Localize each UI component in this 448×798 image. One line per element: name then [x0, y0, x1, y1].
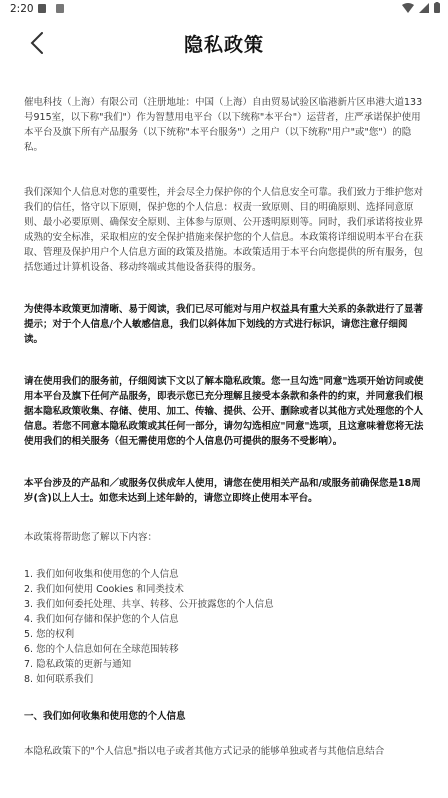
toc-list: [24, 567, 424, 687]
policy-content[interactable]: [24, 95, 424, 759]
intro-paragraph: 催电科技（上海）有限公司（注册地址：中国（上海）自由贸易试验区临港新片区串港大道133号915室，以下称"我们"）作为智慧用电平台（以下统称"本平台"）运营者，庄严承诺保护使用本平台及旗下所有产品服务（以下统称"本平台服务"）之用户（以下统称"用户"或"您"）的隐私。: [24, 97, 423, 153]
toc-item[interactable]: 7. 隐私政策的更新与通知: [24, 659, 132, 670]
section1-paragraph: 本隐私政策下的"个人信息"指以电子或者其他方式记录的能够单独或者与其他信息结合: [24, 746, 385, 757]
wifi-icon: [402, 3, 414, 16]
toc-item[interactable]: 8. 如何联系我们: [24, 674, 94, 685]
notification-icon: [38, 4, 46, 13]
nav-bar: [0, 20, 448, 70]
battery-icon: [434, 2, 440, 16]
principles-paragraph: 我们深知个人信息对您的重要性，并会尽全力保护你的个人信息安全可靠。我们致力于维护您对我们的信任，恪守以下原则，保护您的个人信息：权责一致原则、目的明确原则、选择同意原则、最小必要原则、确保安全原则、主体参与原则、公开透明原则等。同时，我们承诺将按业界成熟的安全标准，采取相应的安全保护措施来保护您的个人信息。本政策将详细说明本平台在获取、管理及保护用户个人信息方面的政策及措施。本政策适用于本平台向您提供的所有服务，包括您通过计算机设备、移动终端或其他设备获得的服务。: [24, 187, 424, 273]
toc-intro: 本政策将帮助您了解以下内容：: [24, 532, 158, 543]
toc-item[interactable]: 4. 我们如何存储和保护您的个人信息: [24, 614, 179, 625]
toc-item[interactable]: 1. 我们如何收集和使用您的个人信息: [24, 569, 179, 580]
toc-item[interactable]: 3. 我们如何委托处理、共享、转移、公开披露您的个人信息: [24, 599, 274, 610]
notification-icon-2: [56, 4, 64, 13]
toc-item[interactable]: 5. 您的权利: [24, 629, 75, 640]
notice-paragraph: 为使得本政策更加清晰、易于阅读，我们已尽可能对与用户权益具有重大关系的条款进行了显著提示；对于个人信息/个人敏感信息，我们以斜体加下划线的方式进行标识，请您注意仔细阅读。: [24, 304, 424, 345]
age-paragraph: 本平台涉及的产品和／或服务仅供成年人使用，请您在使用相关产品和/或服务前确保您是18周岁(含)以上人士。如您未达到上述年龄的，请您立即终止使用本平台。: [24, 478, 421, 504]
toc-item[interactable]: 2. 我们如何使用 Cookies 和同类技术: [24, 584, 184, 595]
signal-icon: [419, 3, 429, 16]
page-title: 隐私政策: [183, 34, 264, 56]
toc-item[interactable]: 6. 您的个人信息如何在全球范围转移: [24, 644, 179, 655]
status-time: 2:20: [10, 3, 34, 15]
section-heading: 一、我们如何收集和使用您的个人信息: [24, 711, 186, 722]
status-bar: [0, 0, 448, 20]
consent-paragraph: 请在使用我们的服务前，仔细阅读下文以了解本隐私政策。您一旦勾选"同意"选项开始访问或使用本平台及旗下任何产品服务，即表示您已充分理解且接受本条款和条件的约束，并同意我们根据本隐私政策收集、存储、使用、加工、传输、提供、公开、删除或者以其他方式处理您的个人信息。若您不同意本隐私政策或其任何一部分，请勿勾选相应"同意"选项，且这意味着您将无法使用我们的相关服务（但无需使用您的个人信息仍可提供的服务不受影响）。: [24, 376, 424, 447]
